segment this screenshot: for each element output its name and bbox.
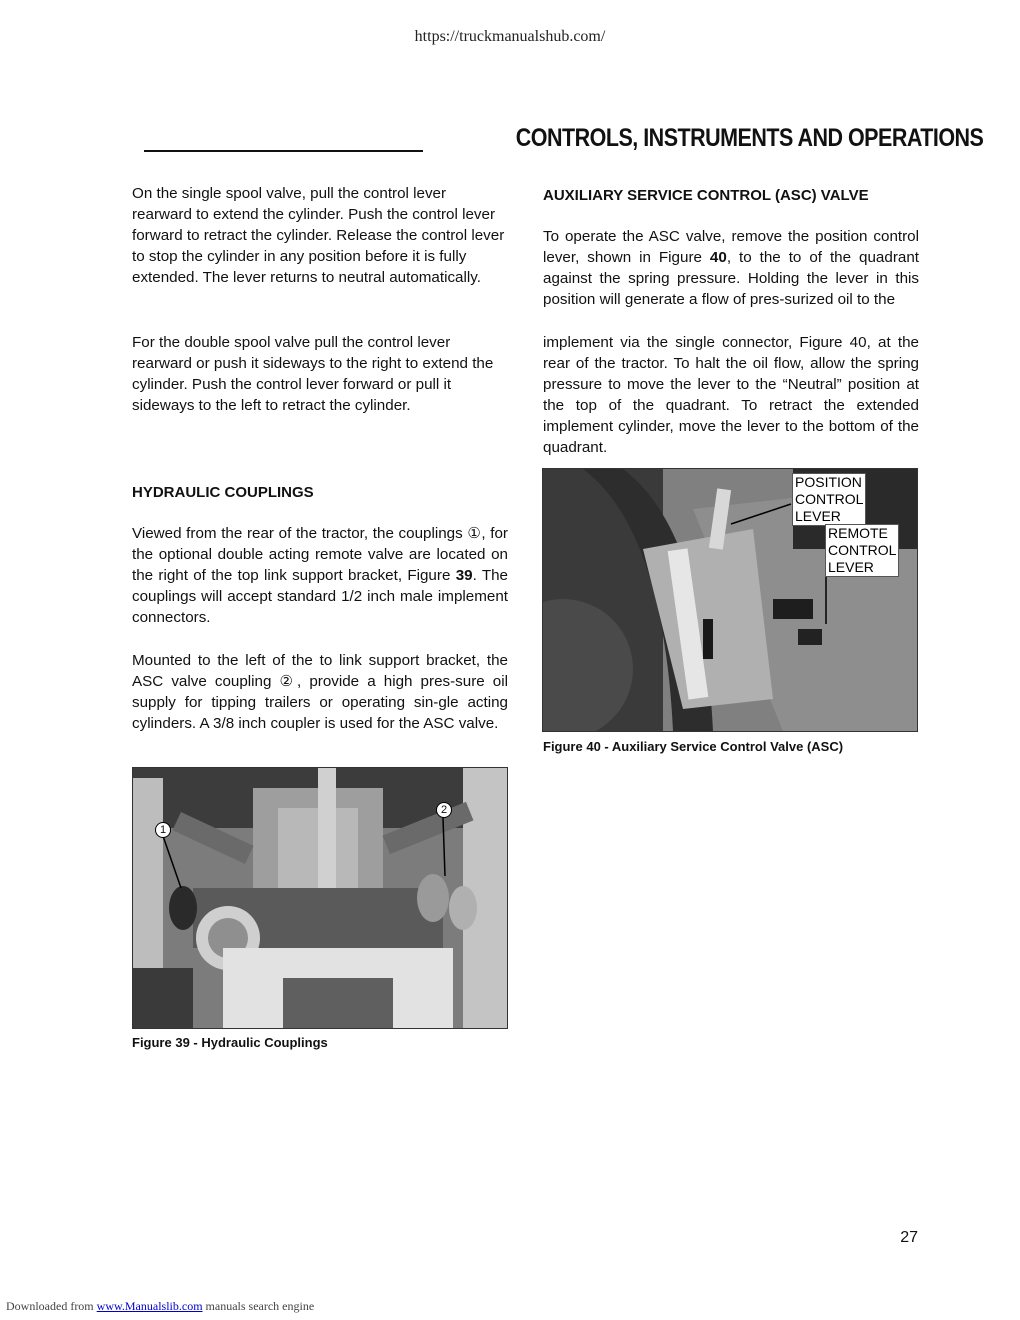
page-title: CONTROLS, INSTRUMENTS AND OPERATIONS [515,124,984,152]
download-footer: Downloaded from www.Manualslib.com manuals search engine [6,1299,315,1313]
paragraph-implement-flow: implement via the single connector, Figure 40, at the rear of the tractor. To halt the oil flow, allow the spring pressure to move the lever to the “Neutral” position at the top of the quadrant. To retract the extended implement cylinder, move the lever to the bottom of the quadrant. [543,334,919,457]
left-column [132,183,508,288]
figure-40-photo [542,468,918,732]
figure-ref-39: 39 [455,567,473,585]
figure-39-photo [132,767,508,1029]
figure-39-caption: Figure 39 - Hydraulic Couplings [132,1035,328,1050]
paragraph-couplings: Viewed from the rear of the tractor, the couplings ①, for the optional double acting remote valve are located on the right of the top link support bracket, Figure 39. The couplings will accept standard 1/2 inch male implement connectors. [132,525,508,627]
paragraph-single-spool: On the single spool valve, pull the control lever rearward to extend the cylinder. Push the control lever forward to retract the cylinder. Release the control lever to stop the cylinder in any position before it is fully extended. The lever returns to neutral automatically. [132,185,505,287]
figure-ref-40: 40 [709,249,727,267]
label-position-control-lever: POSITION CONTROL LEVER [792,473,866,526]
title-rule [144,150,423,152]
page-number: 27 [900,1229,918,1246]
paragraph-operate-asc: To operate the ASC valve, remove the position control lever, shown in Figure 40, to the to of the quadrant against the spring pressure. Holding the lever in this position will generate a flow of pres-surized oil to the [543,228,919,309]
paragraph-asc-coupling: Mounted to the left of the to link support bracket, the ASC valve coupling ②, provide a high pres-sure oil supply for tipping trailers or operating sin-gle acting cylinders. A 3/8 inch coupler is used for the ASC valve. [132,652,508,733]
marker-2: 2 [436,802,452,818]
heading-asc-valve: AUXILIARY SERVICE CONTROL (ASC) VALVE [543,187,869,204]
figure-40-caption: Figure 40 - Auxiliary Service Control Valve (ASC) [543,739,844,754]
marker-1: 1 [155,822,171,838]
left-column-para3 [132,523,508,628]
source-url-header: https://truckmanualshub.com/ [414,28,606,45]
label-remote-control-lever: REMOTE CONTROL LEVER [825,524,899,577]
left-column-para4 [132,650,508,734]
right-column-para2 [543,332,919,459]
manualslib-link[interactable]: www.Manualslib.com [96,1299,203,1313]
heading-hydraulic-couplings: HYDRAULIC COUPLINGS [132,484,314,501]
paragraph-double-spool: For the double spool valve pull the control lever rearward or push it sideways to the right to extend the cylinder. Push the control lever forward or pull it sideways to the left to retract the cylinder. [132,334,494,415]
right-column-para1 [543,226,919,310]
left-column-para2 [132,332,508,416]
